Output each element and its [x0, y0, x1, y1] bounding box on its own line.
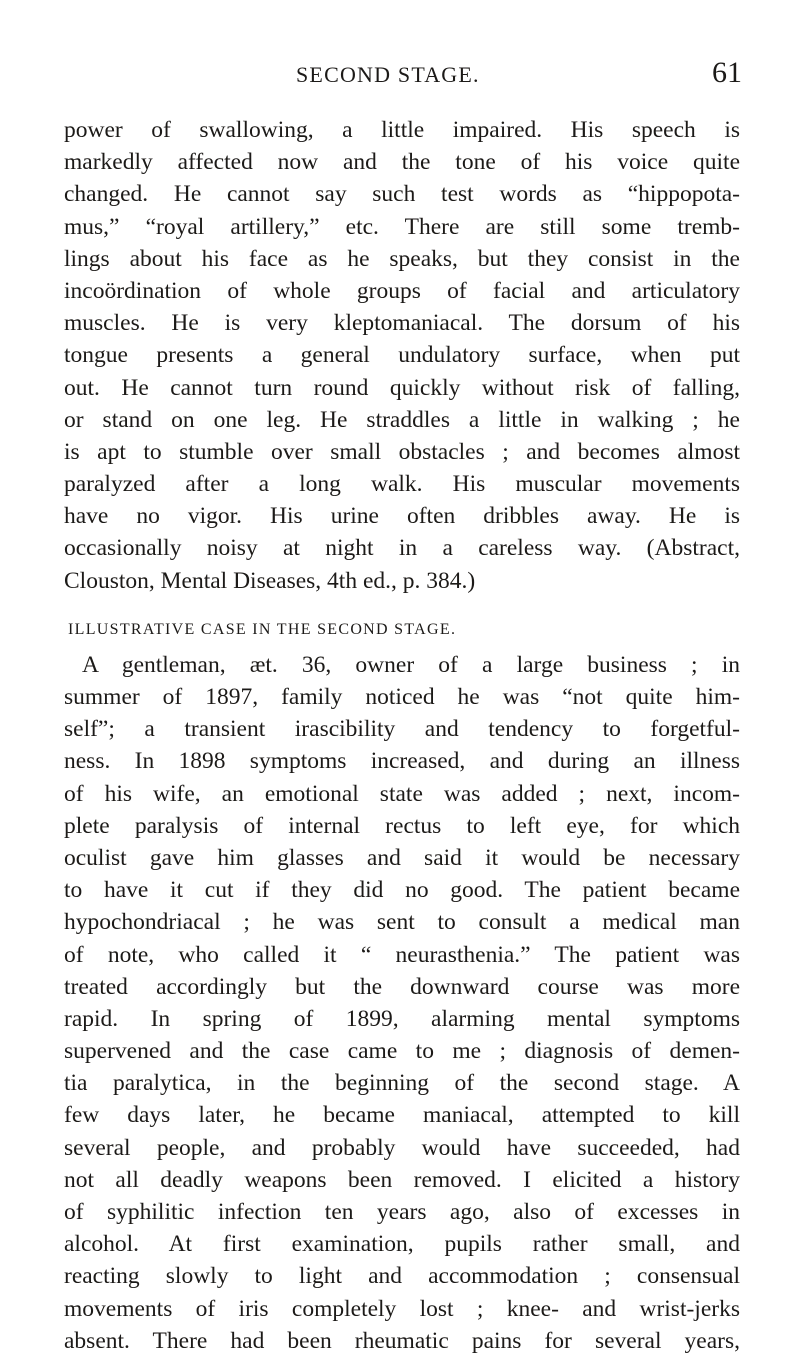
running-title: SECOND STAGE.	[296, 62, 480, 87]
text-line: rapid. In spring of 1899, alarming mental symptoms	[64, 1005, 740, 1032]
text-line: treated accordingly but the downward course was more	[64, 973, 740, 1000]
text-line: hypochondriacal ; he was sent to consult a medical man	[64, 909, 740, 936]
paragraph-case	[64, 649, 740, 1357]
text-line: to have it cut if they did no good. The patient became	[64, 877, 740, 904]
running-head	[0, 56, 800, 96]
text-line: movements of iris completely lost ; knee- and wrist-jerks	[64, 1295, 740, 1322]
text-line: paralyzed after a long walk. His muscular movements	[64, 471, 740, 498]
text-line: summer of 1897, family noticed he was “not quite him-	[64, 684, 740, 710]
text-line: ness. In 1898 symptoms increased, and during an illness	[64, 748, 740, 775]
text-line: of note, who called it “ neurasthenia.” The patient was	[64, 941, 740, 968]
text-line: not all deadly weapons been removed. I elicited a history	[64, 1166, 740, 1193]
text-line: or stand on one leg. He straddles a little in walking ; he	[64, 406, 740, 433]
text-line: have no vigor. His urine often dribbles away. He is	[64, 503, 740, 530]
text-line: of his wife, an emotional state was added ; next, incom-	[64, 780, 740, 807]
text-line: markedly affected now and the tone of his voice quite	[64, 149, 740, 176]
text-line: occasionally noisy at night in a careless way. (Abstract,	[64, 535, 740, 562]
text-line: supervened and the case came to me ; diagnosis of demen-	[64, 1038, 740, 1065]
text-line: tia paralytica, in the beginning of the second stage. A	[64, 1070, 740, 1097]
text-line: changed. He cannot say such test words as “hippopota-	[64, 181, 740, 208]
text-line: A gentleman, æt. 36, owner of a large business ; in	[82, 651, 740, 678]
text-line: incoördination of whole groups of facial and articulatory	[64, 277, 740, 304]
text-line: of syphilitic infection ten years ago, also of excesses in	[64, 1199, 740, 1225]
page-number: 61	[712, 56, 742, 89]
text-line: alcohol. At first examination, pupils rather small, and	[64, 1231, 740, 1258]
text-line: few days later, he became maniacal, attempted to kill	[64, 1102, 740, 1129]
text-line: oculist gave him glasses and said it would be necessary	[64, 844, 740, 871]
text-line: lings about his face as he speaks, but they consist in the	[64, 245, 740, 272]
section-heading: ILLUSTRATIVE CASE IN THE SECOND STAGE.	[68, 620, 457, 638]
paragraph-symptoms	[64, 114, 740, 597]
body-text	[64, 114, 740, 1357]
text-line: Clouston, Mental Diseases, 4th ed., p. 384.)	[64, 567, 476, 594]
text-line: is apt to stumble over small obstacles ; and becomes almost	[64, 438, 740, 465]
text-line: several people, and probably would have succeeded, had	[64, 1134, 740, 1161]
text-line: tongue presents a general undulatory surface, when put	[64, 342, 740, 369]
text-line: power of swallowing, a little impaired. His speech is	[64, 117, 740, 143]
text-line: out. He cannot turn round quickly without risk of falling,	[64, 374, 740, 401]
text-line: reacting slowly to light and accommodation ; consensual	[64, 1263, 740, 1290]
text-line: mus,” “royal artillery,” etc. There are still some tremb-	[64, 213, 740, 240]
text-line: muscles. He is very kleptomaniacal. The dorsum of his	[64, 310, 740, 337]
text-line: plete paralysis of internal rectus to left eye, for which	[64, 812, 740, 839]
text-line: absent. There had been rheumatic pains for several years,	[64, 1327, 740, 1354]
text-line: self”; a transient irascibility and tendency to forgetful-	[64, 716, 740, 743]
